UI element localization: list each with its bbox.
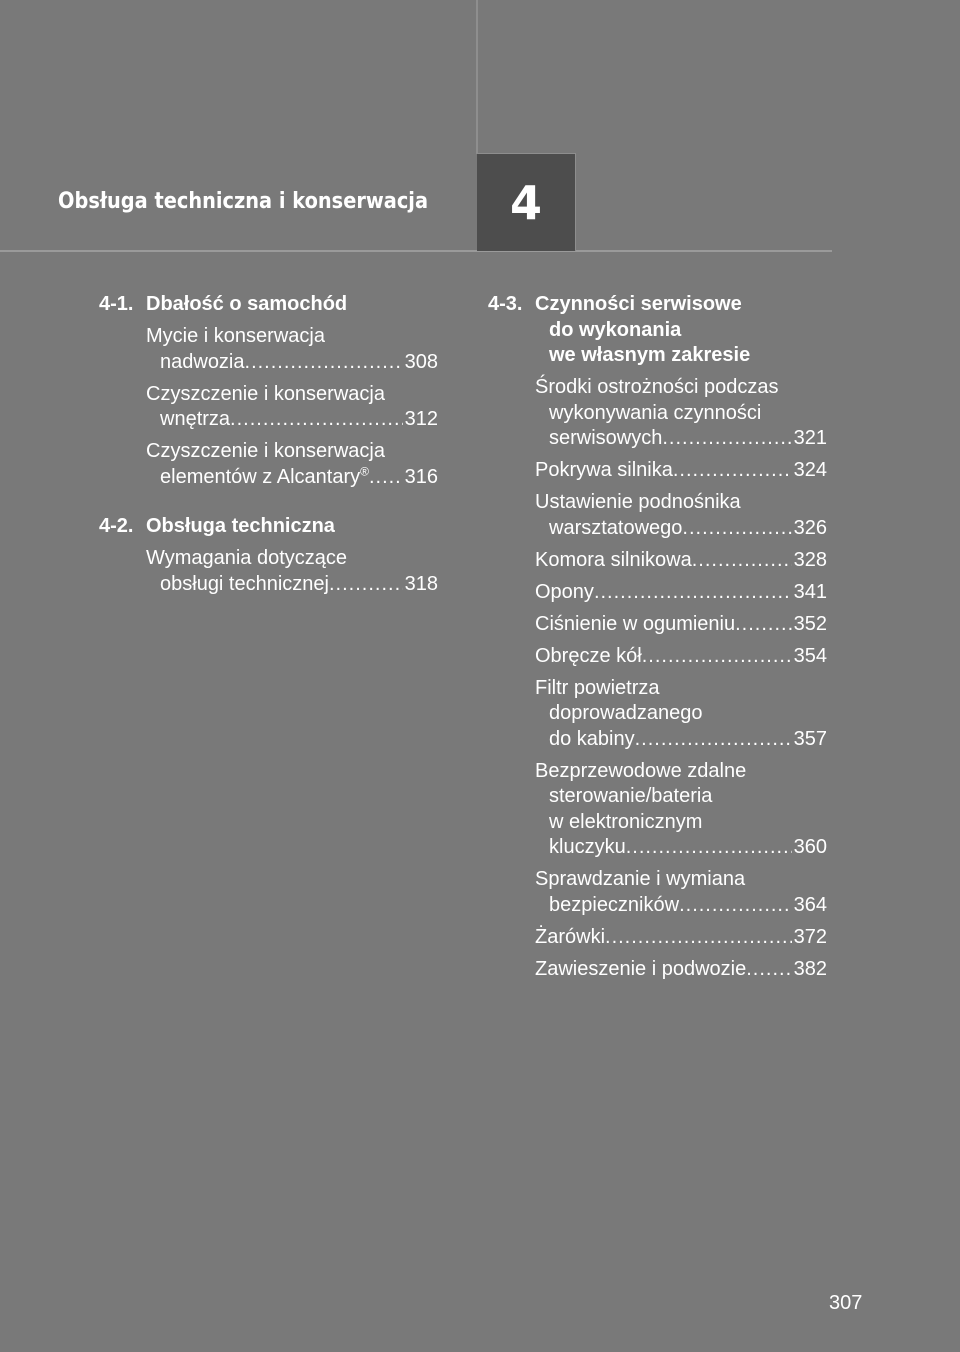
dot-leader: [245, 350, 403, 376]
section-heading: [488, 292, 827, 369]
entry-text-line: Pokrywa silnika: [535, 459, 673, 481]
entry-text-line: Ustawienie podnośnika: [535, 491, 741, 513]
toc-entry[interactable]: [146, 382, 438, 433]
entry-text-line: elementów z Alcantary: [160, 465, 361, 488]
entry-page-number[interactable]: 341: [793, 580, 827, 603]
entry-page-number[interactable]: 312: [404, 408, 438, 430]
toc-section: [99, 292, 438, 490]
toc-column-left: [99, 292, 438, 621]
entry-page-number[interactable]: 360: [793, 836, 827, 858]
entry-text-line: Czyszczenie i konserwacja: [146, 440, 385, 462]
toc-entry[interactable]: [535, 676, 827, 753]
section-number: 4-2.: [99, 515, 134, 537]
entry-text-line: bezpieczników: [549, 893, 680, 916]
dot-leader: [692, 548, 792, 574]
entry-text-line: Wymagania dotyczące: [146, 547, 348, 569]
entry-page-number[interactable]: 352: [793, 612, 827, 635]
entry-page-number[interactable]: 328: [793, 548, 827, 571]
section-title-line: do wykonania: [549, 318, 682, 341]
entry-text-line: wykonywania czynności: [549, 401, 762, 424]
entry-text-line: warsztatowego: [549, 516, 683, 539]
entry-text-line: Opony: [535, 580, 594, 603]
entry-text-line: Mycie i konserwacja: [146, 325, 325, 347]
entry-text-line: w elektronicznym: [549, 810, 703, 833]
toc-section: [99, 514, 438, 597]
toc-column-right: [488, 292, 827, 1006]
entry-page-number[interactable]: 326: [793, 516, 827, 539]
chapter-title: Obsługa techniczna i konserwacja: [58, 189, 429, 214]
section-title-line: we własnym zakresie: [549, 344, 751, 366]
dot-leader: [746, 957, 791, 983]
dot-leader: [662, 426, 791, 452]
entry-text-line: Komora silnikowa: [535, 548, 692, 571]
section-heading: [99, 514, 438, 540]
entry-text-line: do kabiny: [549, 727, 635, 750]
dot-leader: [642, 644, 792, 670]
registered-mark: ®: [360, 463, 369, 478]
toc-entry[interactable]: [146, 546, 438, 597]
entry-text-line: Bezprzewodowe zdalne: [535, 759, 747, 782]
toc-entry[interactable]: [535, 957, 827, 983]
dot-leader: [605, 925, 792, 951]
entry-text-line: Ciśnienie w ogumieniu: [535, 612, 736, 635]
entry-page-number[interactable]: 357: [793, 727, 827, 750]
entry-text-line: kluczyku: [549, 836, 626, 858]
dot-leader: [635, 727, 792, 753]
toc-entry[interactable]: [535, 548, 827, 574]
toc-entry[interactable]: [535, 644, 827, 670]
toc-entry[interactable]: [535, 458, 827, 484]
entry-text-line: wnętrza: [160, 408, 231, 430]
section-title-line: Dbałość o samochód: [146, 293, 348, 315]
dot-leader: [679, 893, 792, 919]
entry-page-number[interactable]: 318: [404, 572, 438, 595]
entry-text-line: nadwozia: [160, 350, 245, 373]
entry-text-line: doprowadzanego: [549, 702, 703, 724]
dot-leader: [673, 458, 792, 484]
entry-page-number[interactable]: 372: [793, 925, 827, 948]
dot-leader: [329, 572, 403, 598]
entry-page-number[interactable]: 321: [793, 427, 827, 449]
toc-entry[interactable]: [146, 439, 438, 490]
dot-leader: [230, 407, 403, 433]
page-number: 307: [829, 1292, 863, 1314]
entry-text-line: obsługi technicznej: [160, 572, 329, 595]
entry-page-number[interactable]: 354: [793, 644, 827, 667]
section-number: 4-1.: [99, 293, 134, 315]
toc-entry[interactable]: [535, 580, 827, 606]
entry-text-line: Zawieszenie i podwozie: [535, 957, 747, 980]
toc-entry[interactable]: [535, 490, 827, 541]
entry-page-number[interactable]: 316: [404, 465, 438, 488]
section-title-line: Czynności serwisowe: [535, 293, 742, 315]
dot-leader: [626, 835, 792, 861]
entry-page-number[interactable]: 308: [404, 350, 438, 373]
entry-text-line: serwisowych: [549, 427, 663, 449]
entry-page-number[interactable]: 324: [793, 459, 827, 481]
section-number: 4-3.: [488, 293, 523, 315]
dot-leader: [735, 612, 792, 638]
toc-entry[interactable]: [146, 324, 438, 375]
chapter-number: 4: [509, 175, 542, 230]
section-title-line: Obsługa techniczna: [146, 515, 335, 537]
entry-page-number[interactable]: 364: [793, 893, 827, 916]
dot-leader: [369, 465, 403, 491]
section-heading: [99, 292, 438, 318]
entry-text-line: Żarówki: [535, 925, 606, 948]
toc-entry[interactable]: [535, 867, 827, 918]
header-horizontal-rule: [0, 250, 832, 252]
toc-section: [488, 292, 827, 982]
entry-text-line: Obręcze kół: [535, 644, 642, 667]
entry-text-line: Środki ostrożności podczas: [535, 376, 779, 398]
entry-text-line: sterowanie/bateria: [549, 785, 713, 807]
toc-entry[interactable]: [535, 375, 827, 452]
toc-entry[interactable]: [535, 759, 827, 861]
chapter-number-box: [477, 153, 576, 251]
toc-entry[interactable]: [535, 925, 827, 951]
entry-text-line: Filtr powietrza: [535, 676, 660, 699]
entry-page-number[interactable]: 382: [793, 957, 827, 980]
toc-entry[interactable]: [535, 612, 827, 638]
dot-leader: [594, 580, 792, 606]
dot-leader: [682, 516, 791, 542]
header-vertical-rule: [476, 0, 478, 154]
entry-text-line: Czyszczenie i konserwacja: [146, 382, 385, 405]
entry-text-line: Sprawdzanie i wymiana: [535, 868, 746, 890]
